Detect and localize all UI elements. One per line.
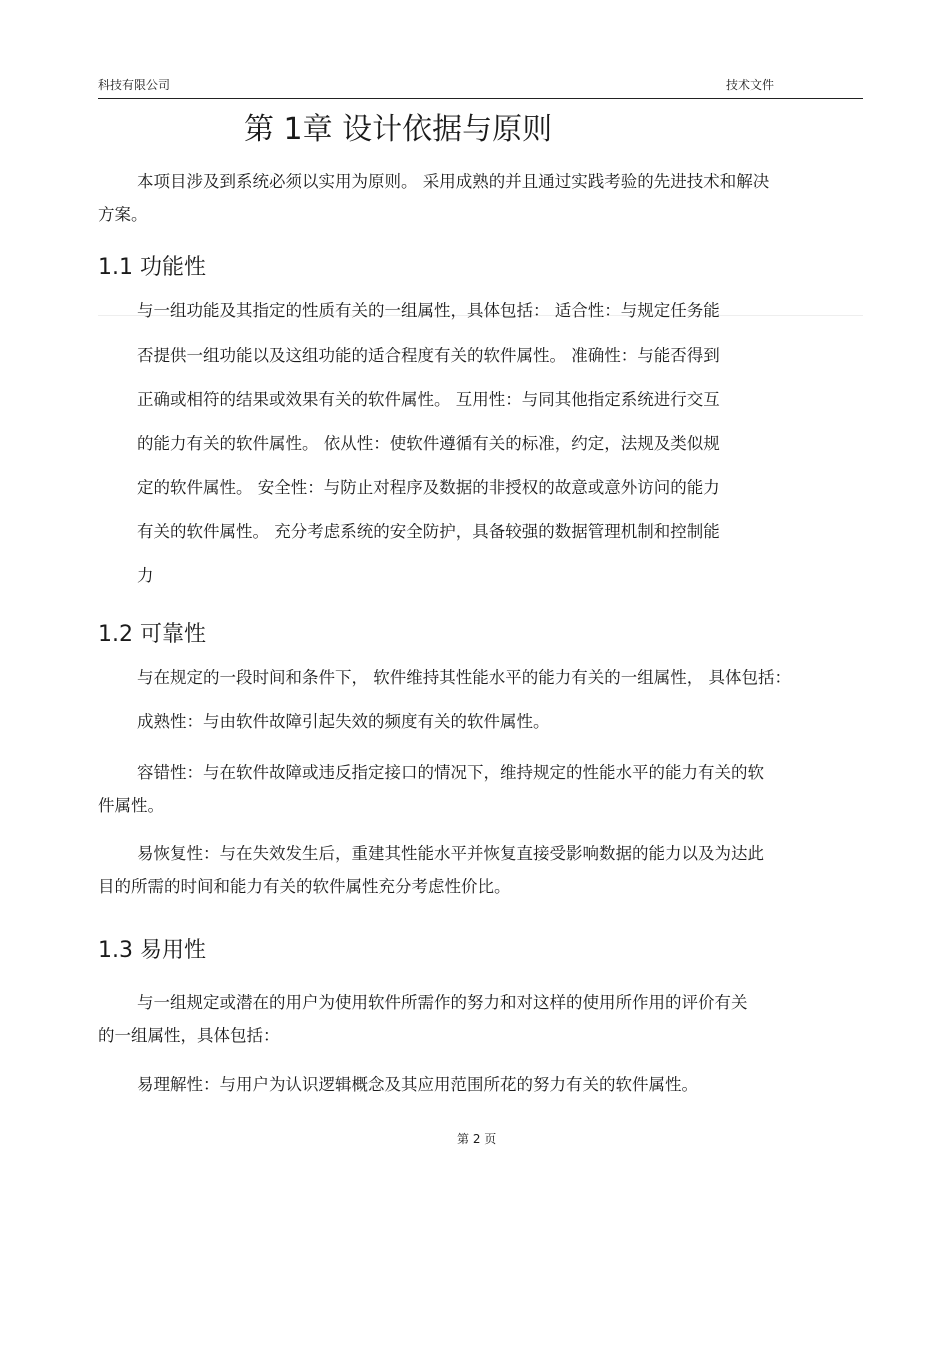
section-heading-1-1: 1.1 功能性 — [98, 255, 206, 280]
paragraph-line: 否提供一组功能以及这组功能的适合程度有关的软件属性。 准确性：与能否得到 — [137, 346, 720, 365]
paragraph-line: 成熟性：与由软件故障引起失效的频度有关的软件属性。 — [137, 712, 550, 731]
paragraph-line: 定的软件属性。 安全性：与防止对程序及数据的非授权的故意或意外访问的能力 — [137, 478, 720, 497]
paragraph-line: 有关的软件属性。 充分考虑系统的安全防护，具备较强的数据管理机制和控制能 — [137, 522, 720, 541]
header-doc-type: 技术文件 — [726, 78, 775, 92]
paragraph-line: 的能力有关的软件属性。 依从性：使软件遵循有关的标准，约定，法规及类似规 — [137, 434, 720, 453]
section-heading-1-3: 1.3 易用性 — [98, 938, 206, 963]
paragraph-line: 容错性：与在软件故障或违反指定接口的情况下，维持规定的性能水平的能力有关的软 — [137, 763, 764, 782]
paragraph-line: 与在规定的一段时间和条件下， 软件维持其性能水平的能力有关的一组属性， 具体包括： — [137, 668, 791, 687]
paragraph-line: 与一组规定或潜在的用户为使用软件所需作的努力和对这样的使用所作用的评价有关 — [137, 993, 748, 1012]
paragraph-line: 目的所需的时间和能力有关的软件属性充分考虑性价比。 — [98, 877, 511, 896]
header-company: 科技有限公司 — [98, 78, 171, 92]
paragraph-line: 正确或相符的结果或效果有关的软件属性。 互用性：与同其他指定系统进行交互 — [137, 390, 720, 409]
intro-line-1: 本项目涉及到系统必须以实用为原则。 采用成熟的并且通过实践考验的先进技术和解决 — [137, 172, 770, 191]
intro-line-2: 方案。 — [98, 205, 148, 224]
paragraph-line: 件属性。 — [98, 796, 164, 815]
page-number: 第 2 页 — [457, 1132, 497, 1146]
section-heading-1-2: 1.2 可靠性 — [98, 622, 206, 647]
paragraph-line: 的一组属性，具体包括： — [98, 1026, 280, 1045]
header-rule — [98, 98, 863, 99]
paragraph-line: 与一组功能及其指定的性质有关的一组属性，具体包括： 适合性：与规定任务能 — [137, 301, 720, 320]
chapter-title: 第 1章 设计依据与原则 — [244, 112, 553, 147]
paragraph-line: 易恢复性：与在失效发生后，重建其性能水平并恢复直接受影响数据的能力以及为达此 — [137, 844, 764, 863]
paragraph-line: 力 — [137, 566, 154, 585]
paragraph-line: 易理解性：与用户为认识逻辑概念及其应用范围所花的努力有关的软件属性。 — [137, 1075, 698, 1094]
